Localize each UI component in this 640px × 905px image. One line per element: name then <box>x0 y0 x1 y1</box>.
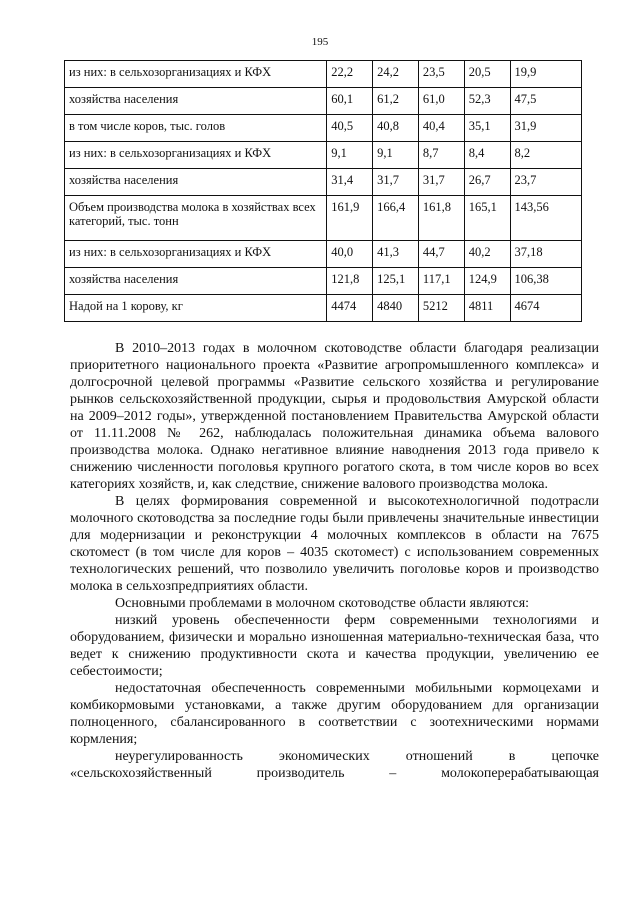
row-label: из них: в сельхозорганизациях и КФХ <box>65 142 327 169</box>
row-label: хозяйства населения <box>65 169 327 196</box>
table-cell: 117,1 <box>418 268 464 295</box>
table-row <box>65 241 582 268</box>
table-cell: 23,7 <box>510 169 581 196</box>
list-item: низкий уровень обеспеченности ферм современными технологиями и оборудованием, физически и морально изношенная материально-техническая база, что ведет к снижению продуктивности скота и качества продукции, увеличению ее себестоимости; <box>70 613 599 679</box>
list-item: недостаточная обеспеченность современными мобильными кормоцехами и комбикормовыми установками, а также другим оборудованием для организации полноценного, сбалансированного в соответствии с зоотехническими нормами кормления; <box>70 681 599 747</box>
table-cell: 31,4 <box>327 169 373 196</box>
table-row <box>65 61 582 88</box>
table-cell: 161,9 <box>327 196 373 241</box>
row-label: в том числе коров, тыс. голов <box>65 115 327 142</box>
table-cell: 31,7 <box>373 169 419 196</box>
table-cell: 61,0 <box>418 88 464 115</box>
table-cell: 4840 <box>373 295 419 322</box>
table-cell: 9,1 <box>327 142 373 169</box>
table-cell: 8,2 <box>510 142 581 169</box>
table-row <box>65 88 582 115</box>
table-cell: 20,5 <box>464 61 510 88</box>
table-cell: 143,56 <box>510 196 581 241</box>
table-cell: 44,7 <box>418 241 464 268</box>
table-row <box>65 295 582 322</box>
paragraph: Основными проблемами в молочном скотоводстве области являются: <box>115 596 530 611</box>
body-text <box>70 340 599 782</box>
table-cell: 106,38 <box>510 268 581 295</box>
table-cell: 31,9 <box>510 115 581 142</box>
table-cell: 35,1 <box>464 115 510 142</box>
table-row <box>65 268 582 295</box>
table-cell: 40,8 <box>373 115 419 142</box>
page-number: 195 <box>311 36 329 48</box>
table-cell: 8,4 <box>464 142 510 169</box>
table-cell: 37,18 <box>510 241 581 268</box>
table-cell: 4811 <box>464 295 510 322</box>
table-cell: 161,8 <box>418 196 464 241</box>
row-label: Надой на 1 корову, кг <box>65 295 327 322</box>
table-cell: 60,1 <box>327 88 373 115</box>
table-cell: 5212 <box>418 295 464 322</box>
row-label: хозяйства населения <box>65 88 327 115</box>
table-row <box>65 115 582 142</box>
paragraph: В целях формирования современной и высокотехнологичной подотрасли молочного скотоводства за последние годы были привлечены значительные инвестиции для модернизации и реконструкции 4 молочных комплексов в области на 7675 скотомест (в том числе для коров – 4035 скотомест) с использованием современных технологических решений, что позволило увеличить поголовье коров и производство молока в сельхозпредприятиях области. <box>70 494 599 594</box>
row-label: Объем производства молока в хозяйствах всех категорий, тыс. тонн <box>65 196 327 241</box>
table-cell: 47,5 <box>510 88 581 115</box>
table-cell: 166,4 <box>373 196 419 241</box>
table-cell: 22,2 <box>327 61 373 88</box>
table-row <box>65 196 582 241</box>
table-cell: 4674 <box>510 295 581 322</box>
table-cell: 41,3 <box>373 241 419 268</box>
table-cell: 61,2 <box>373 88 419 115</box>
row-label: из них: в сельхозорганизациях и КФХ <box>65 241 327 268</box>
table-cell: 9,1 <box>373 142 419 169</box>
table-row <box>65 142 582 169</box>
table-cell: 121,8 <box>327 268 373 295</box>
table-cell: 40,4 <box>418 115 464 142</box>
table-cell: 19,9 <box>510 61 581 88</box>
table-cell: 24,2 <box>373 61 419 88</box>
table-cell: 125,1 <box>373 268 419 295</box>
list-item: неурегулированность экономических отношений в цепочке «сельскохозяйственный производитель – молокоперерабатывающая <box>70 749 599 781</box>
table-cell: 40,2 <box>464 241 510 268</box>
table-cell: 52,3 <box>464 88 510 115</box>
data-table <box>64 60 582 322</box>
table-cell: 8,7 <box>418 142 464 169</box>
table-cell: 23,5 <box>418 61 464 88</box>
row-label: хозяйства населения <box>65 268 327 295</box>
table-cell: 40,5 <box>327 115 373 142</box>
paragraph: В 2010–2013 годах в молочном скотоводстве области благодаря реализации приоритетного национального проекта «Развитие агропромышленного комплекса» и долгосрочной целевой программы «Развитие сельского хозяйства и регулирование рынков сельскохозяйственной продукции, сырья и продовольствия Амурской области на 2009–2012 годы», утвержденной постановлением Правительства Амурской области от 11.11.2008 № 262, наблюдалась положительная динамика объема валового производства молока. Однако негативное влияние наводнения 2013 года привело к снижению численности поголовья крупного рогатого скота, в том числе коров во всех категориях хозяйств, и, как следствие, снижение валового производства молока. <box>70 341 599 492</box>
table-cell: 26,7 <box>464 169 510 196</box>
row-label: из них: в сельхозорганизациях и КФХ <box>65 61 327 88</box>
table-cell: 165,1 <box>464 196 510 241</box>
table-row <box>65 169 582 196</box>
table-cell: 124,9 <box>464 268 510 295</box>
table-cell: 40,0 <box>327 241 373 268</box>
table-cell: 4474 <box>327 295 373 322</box>
table-cell: 31,7 <box>418 169 464 196</box>
